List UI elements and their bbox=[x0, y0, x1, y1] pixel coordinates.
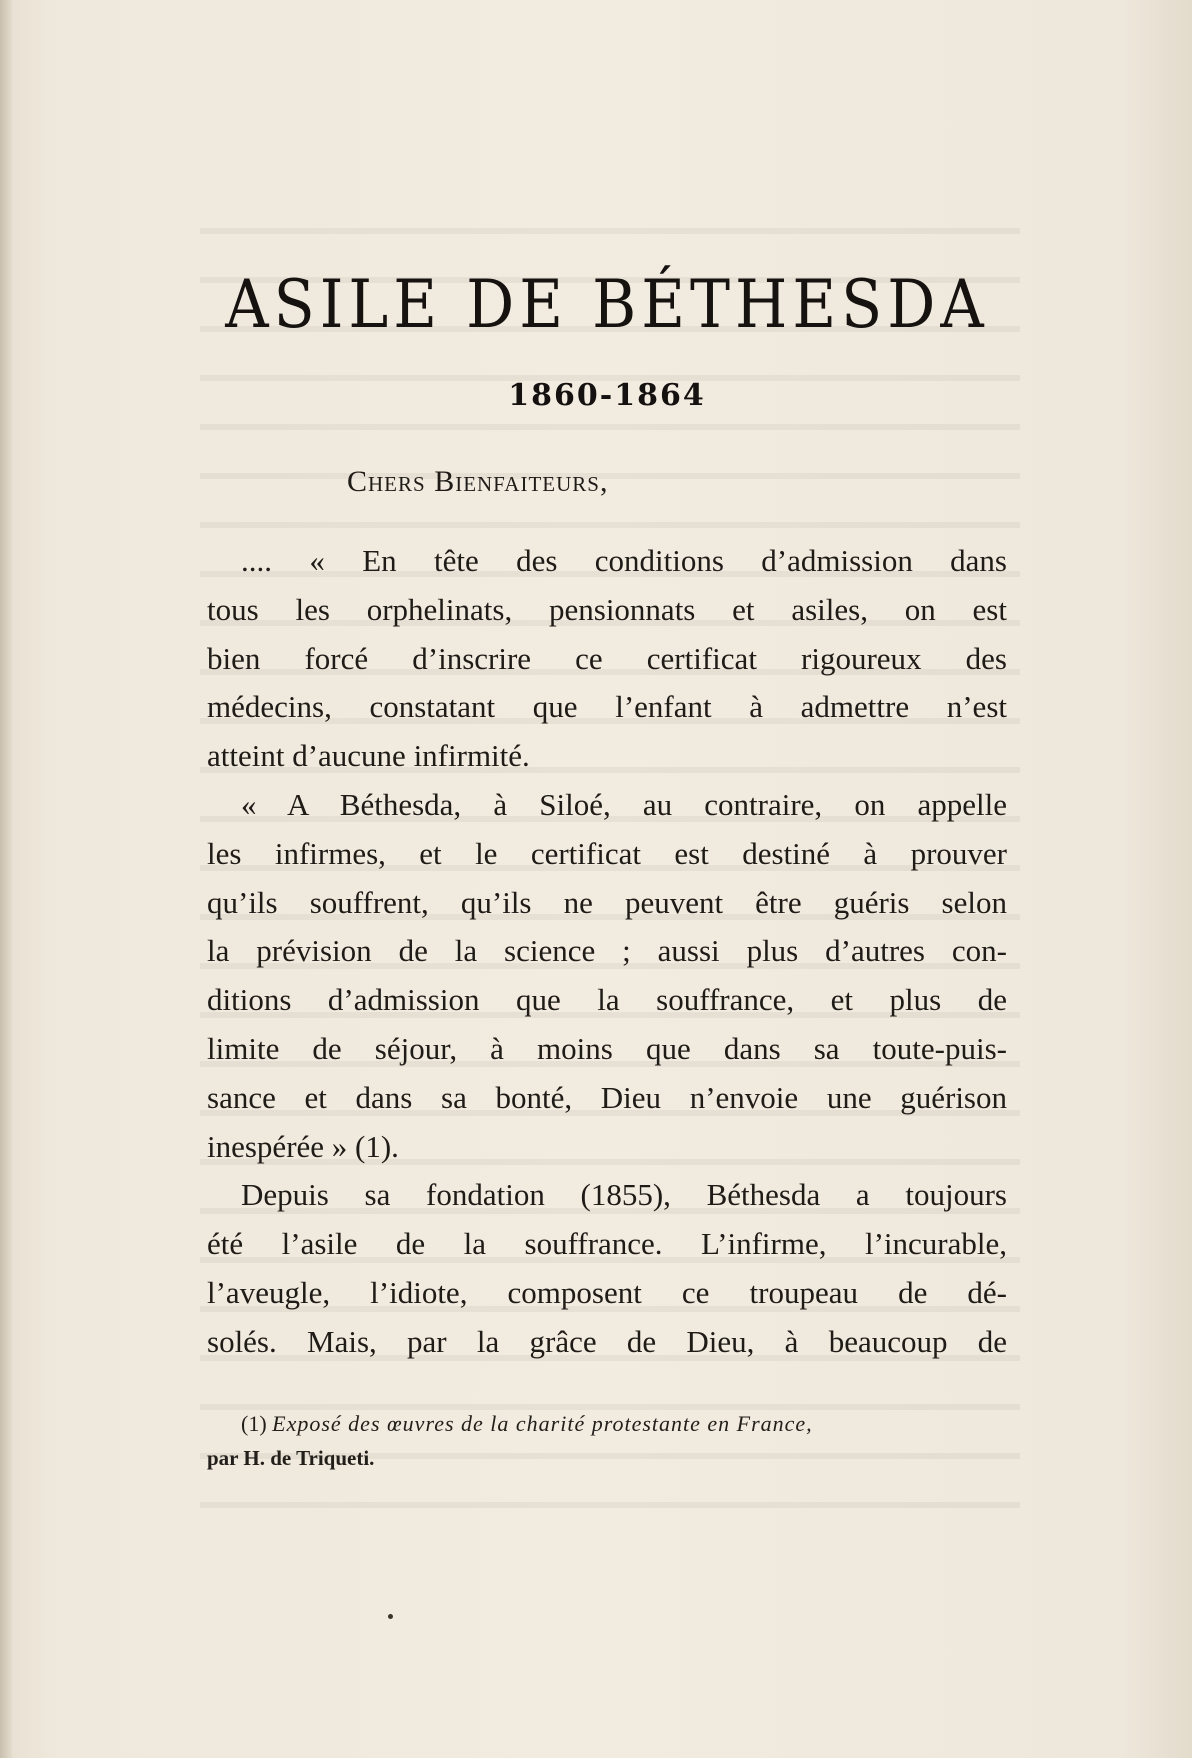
page-spine-shadow bbox=[0, 0, 12, 1758]
paragraph-1 bbox=[207, 537, 1007, 781]
footnote-author: par H. de Triqueti. bbox=[207, 1445, 375, 1470]
footnote-marker: (1) bbox=[241, 1410, 267, 1436]
text-line: qu’ils souffrent, qu’ils ne peuvent être guéris selon bbox=[207, 884, 1007, 920]
text-line: .... « En tête des conditions d’admission dans bbox=[241, 543, 1007, 578]
footnote bbox=[207, 1407, 1007, 1475]
date-range: 1860-1864 bbox=[508, 378, 706, 413]
footnote-citation bbox=[207, 1407, 1007, 1441]
text-line: bien forcé d’inscrire ce certificat rigoureux des bbox=[207, 640, 1007, 676]
text-line: atteint d’aucune infirmité. bbox=[207, 738, 530, 774]
footnote-title: Exposé des œuvres de la charité protestante en France, bbox=[272, 1410, 813, 1436]
text-line: « A Béthesda, à Siloé, au contraire, on appelle bbox=[241, 786, 1007, 822]
paragraph-2 bbox=[207, 781, 1007, 1171]
text-line: sance et dans sa bonté, Dieu n’envoie une guérison bbox=[207, 1079, 1007, 1115]
text-line: solés. Mais, par la grâce de Dieu, à beaucoup de bbox=[207, 1323, 1007, 1359]
text-line: tous les orphelinats, pensionnats et asiles, on est bbox=[207, 591, 1007, 627]
page-title: ASILE DE BÉTHESDA bbox=[225, 266, 989, 344]
page-text bbox=[207, 250, 1007, 1475]
text-line: les infirmes, et le certificat est destiné à prouver bbox=[207, 835, 1007, 871]
text-line: ditions d’admission que la souffrance, et plus de bbox=[207, 982, 1007, 1018]
text-line: Depuis sa fondation (1855), Béthesda a toujours bbox=[241, 1177, 1007, 1213]
text-line: été l’asile de la souffrance. L’infirme, l’incurable, bbox=[207, 1226, 1007, 1262]
text-line: l’aveugle, l’idiote, composent ce troupeau de dé- bbox=[207, 1274, 1007, 1310]
paragraph-3 bbox=[207, 1171, 1007, 1366]
text-line: médecins, constatant que l’enfant à admettre n’est bbox=[207, 689, 1007, 725]
text-line: limite de séjour, à moins que dans sa toute-puis- bbox=[207, 1030, 1007, 1066]
salutation: Chers Bienfaiteurs, bbox=[347, 465, 609, 498]
text-line: la prévision de la science ; aussi plus d’autres con- bbox=[207, 933, 1007, 969]
text-line: inespérée » (1). bbox=[207, 1128, 399, 1164]
ink-speck bbox=[388, 1614, 393, 1619]
